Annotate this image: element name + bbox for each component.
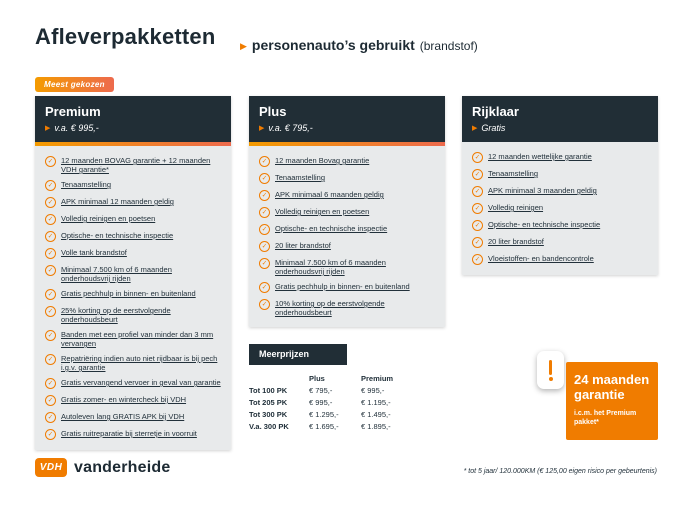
check-icon: ✓ — [472, 203, 483, 214]
page-subtitle — [240, 37, 478, 53]
feature-item[interactable] — [45, 330, 223, 348]
feature-item[interactable] — [259, 173, 437, 184]
feature-item[interactable] — [45, 265, 223, 283]
feature-item[interactable] — [472, 237, 650, 248]
footnote: * tot 5 jaar/ 120.000KM (€ 125,00 eigen risico per gebeurtenis) — [463, 468, 657, 475]
check-icon: ✓ — [472, 152, 483, 163]
feature-item[interactable] — [45, 429, 223, 440]
package-name: Plus — [259, 104, 287, 119]
meerprijzen-row-label: V.a. 300 PK — [249, 422, 289, 431]
meerprijzen-title: Meerprijzen — [249, 344, 347, 365]
warranty-icon-card — [537, 351, 564, 389]
feature-item[interactable] — [45, 354, 223, 372]
meerprijzen-price-cell: € 995,- — [309, 398, 333, 407]
package-feature-list — [249, 146, 445, 327]
check-icon: ✓ — [45, 180, 56, 191]
subtitle-suffix: (brandstof) — [419, 39, 478, 53]
feature-item[interactable] — [472, 169, 650, 180]
check-icon: ✓ — [259, 173, 270, 184]
feature-text: Volledig reinigen en poetsen — [61, 214, 156, 223]
check-icon: ✓ — [45, 289, 56, 300]
package-price — [45, 123, 221, 133]
check-icon: ✓ — [259, 299, 270, 310]
check-icon: ✓ — [259, 190, 270, 201]
meerprijzen-row-label: Tot 100 PK — [249, 386, 288, 395]
meerprijzen-price-cell: € 1.195,- — [361, 398, 391, 407]
meerprijzen-row-label: Tot 300 PK — [249, 410, 288, 419]
check-icon: ✓ — [45, 156, 56, 167]
feature-item[interactable] — [259, 207, 437, 218]
feature-item[interactable] — [259, 224, 437, 235]
package-price-text: Gratis — [481, 123, 506, 133]
meerprijzen-table — [249, 374, 445, 431]
exclamation-bar — [549, 360, 553, 375]
feature-text: 12 maanden Bovag garantie — [275, 156, 370, 165]
feature-item[interactable] — [472, 186, 650, 197]
feature-text: Banden met een profiel van minder dan 3 mm vervangen — [61, 330, 214, 348]
check-icon: ✓ — [45, 265, 56, 276]
price-arrow-icon: ▶ — [259, 125, 265, 132]
meerprijzen-corner — [249, 374, 309, 383]
feature-text: Volledig reinigen — [488, 203, 544, 212]
feature-text: Minimaal 7.500 km of 6 maanden onderhoudsvrij rijden — [61, 265, 172, 283]
exclamation-icon — [549, 360, 553, 381]
feature-item[interactable] — [45, 378, 223, 389]
package-header — [249, 96, 445, 142]
feature-item[interactable] — [259, 190, 437, 201]
feature-item[interactable] — [45, 231, 223, 242]
feature-text: Optische- en technische inspectie — [488, 220, 601, 229]
feature-item[interactable] — [45, 412, 223, 423]
feature-text: Repatriëring indien auto niet rijdbaar is bij pech i.g.v. garantie — [61, 354, 218, 372]
feature-text: Tenaamstelling — [61, 180, 112, 189]
check-icon: ✓ — [259, 224, 270, 235]
feature-item[interactable] — [259, 258, 437, 276]
check-icon: ✓ — [45, 354, 56, 365]
check-icon: ✓ — [45, 395, 56, 406]
check-icon: ✓ — [472, 237, 483, 248]
meerprijzen-row-label: Tot 205 PK — [249, 398, 288, 407]
check-icon: ✓ — [45, 248, 56, 259]
feature-text: Volle tank brandstof — [61, 248, 127, 257]
price-arrow-icon: ▶ — [472, 125, 478, 132]
package-feature-list — [462, 142, 658, 275]
feature-text: Gratis zomer- en wintercheck bij VDH — [61, 395, 187, 404]
check-icon: ✓ — [259, 241, 270, 252]
price-arrow-icon: ▶ — [45, 125, 51, 132]
package-header — [462, 96, 658, 142]
feature-item[interactable] — [259, 299, 437, 317]
check-icon: ✓ — [45, 330, 56, 341]
most-chosen-badge: Meest gekozen — [35, 77, 114, 92]
package-price-text: v.a. € 995,- — [54, 123, 99, 133]
package-feature-list — [35, 146, 231, 450]
check-icon: ✓ — [45, 231, 56, 242]
feature-item[interactable] — [472, 220, 650, 231]
package-name: Rijklaar — [472, 104, 519, 119]
promo-subtitle: i.c.m. het Premium pakket* — [574, 410, 637, 426]
feature-text: Tenaamstelling — [275, 173, 326, 182]
package-column-premium — [35, 96, 231, 450]
feature-item[interactable] — [472, 203, 650, 214]
check-icon: ✓ — [259, 156, 270, 167]
feature-text: 20 liter brandstof — [275, 241, 331, 250]
feature-item[interactable] — [45, 180, 223, 191]
feature-item[interactable] — [259, 241, 437, 252]
feature-item[interactable] — [45, 395, 223, 406]
feature-item[interactable] — [259, 156, 437, 167]
feature-item[interactable] — [45, 214, 223, 225]
check-icon: ✓ — [45, 412, 56, 423]
exclamation-dot — [549, 377, 553, 381]
meerprijzen-price-cell: € 995,- — [361, 386, 385, 395]
feature-item[interactable] — [472, 152, 650, 163]
check-icon: ✓ — [259, 207, 270, 218]
meerprijzen-price-cell: € 1.295,- — [309, 410, 339, 419]
feature-item[interactable] — [472, 254, 650, 265]
meerprijzen-price-cell: € 1.695,- — [309, 422, 339, 431]
feature-text: Optische- en technische inspectie — [275, 224, 388, 233]
meerprijzen-price-cell: € 795,- — [309, 386, 333, 395]
meerprijzen-price-cell: € 1.495,- — [361, 410, 391, 419]
meerprijzen-price-cell: € 1.895,- — [361, 422, 391, 431]
feature-item[interactable] — [45, 197, 223, 208]
package-price — [259, 123, 435, 133]
feature-text: Optische- en technische inspectie — [61, 231, 174, 240]
feature-text: Vloeistoffen- en bandencontrole — [488, 254, 594, 263]
package-name: Premium — [45, 104, 101, 119]
feature-text: Tenaamstelling — [488, 169, 539, 178]
check-icon: ✓ — [472, 169, 483, 180]
check-icon: ✓ — [45, 378, 56, 389]
page-title: Afleverpakketten — [35, 24, 216, 49]
feature-text: 10% korting op de eerstvolgende onderhoudsbeurt — [275, 299, 385, 317]
package-column-rijklaar — [462, 96, 658, 275]
meerprijzen-panel — [249, 344, 445, 431]
feature-item[interactable] — [45, 289, 223, 300]
package-price-text: v.a. € 795,- — [268, 123, 313, 133]
check-icon: ✓ — [45, 214, 56, 225]
package-column-plus — [249, 96, 445, 327]
feature-text: Gratis pechhulp in binnen- en buitenland — [275, 282, 410, 291]
feature-item[interactable] — [45, 248, 223, 259]
feature-text: Gratis vervangend vervoer in geval van garantie — [61, 378, 221, 387]
feature-text: APK minimaal 12 maanden geldig — [61, 197, 174, 206]
feature-item[interactable] — [45, 306, 223, 324]
feature-text: APK minimaal 6 maanden geldig — [275, 190, 384, 199]
check-icon: ✓ — [45, 197, 56, 208]
package-header — [35, 96, 231, 142]
feature-text: Gratis pechhulp in binnen- en buitenland — [61, 289, 196, 298]
meerprijzen-column-header: Plus — [309, 374, 325, 383]
brand-footer — [35, 458, 170, 477]
feature-text: Volledig reinigen en poetsen — [275, 207, 370, 216]
feature-text: Gratis ruitreparatie bij sterretje in voorruit — [61, 429, 197, 438]
promo-title: 24 maanden garantie — [574, 372, 650, 402]
meerprijzen-column-header: Premium — [361, 374, 394, 383]
check-icon: ✓ — [45, 306, 56, 317]
feature-item[interactable] — [45, 156, 223, 174]
package-price — [472, 123, 648, 133]
subtitle-text: personenauto’s gebruikt — [251, 37, 415, 53]
check-icon: ✓ — [45, 429, 56, 440]
feature-text: 25% korting op de eerstvolgende onderhoudsbeurt — [61, 306, 171, 324]
vdh-logo: VDH — [35, 458, 67, 477]
subtitle-arrow-icon: ▶ — [240, 41, 247, 51]
check-icon: ✓ — [259, 282, 270, 293]
brand-name: vanderheide — [74, 458, 171, 476]
warranty-promo-box — [566, 362, 658, 440]
feature-text: APK minimaal 3 maanden geldig — [488, 186, 597, 195]
feature-text: Minimaal 7.500 km of 6 maanden onderhoudsvrij rijden — [275, 258, 386, 276]
check-icon: ✓ — [472, 186, 483, 197]
feature-text: 20 liter brandstof — [488, 237, 544, 246]
feature-item[interactable] — [259, 282, 437, 293]
feature-text: 12 maanden wettelijke garantie — [488, 152, 592, 161]
feature-text: 12 maanden BOVAG garantie + 12 maanden VDH garantie* — [61, 156, 211, 174]
check-icon: ✓ — [472, 254, 483, 265]
check-icon: ✓ — [472, 220, 483, 231]
feature-text: Autoleven lang GRATIS APK bij VDH — [61, 412, 185, 421]
check-icon: ✓ — [259, 258, 270, 269]
